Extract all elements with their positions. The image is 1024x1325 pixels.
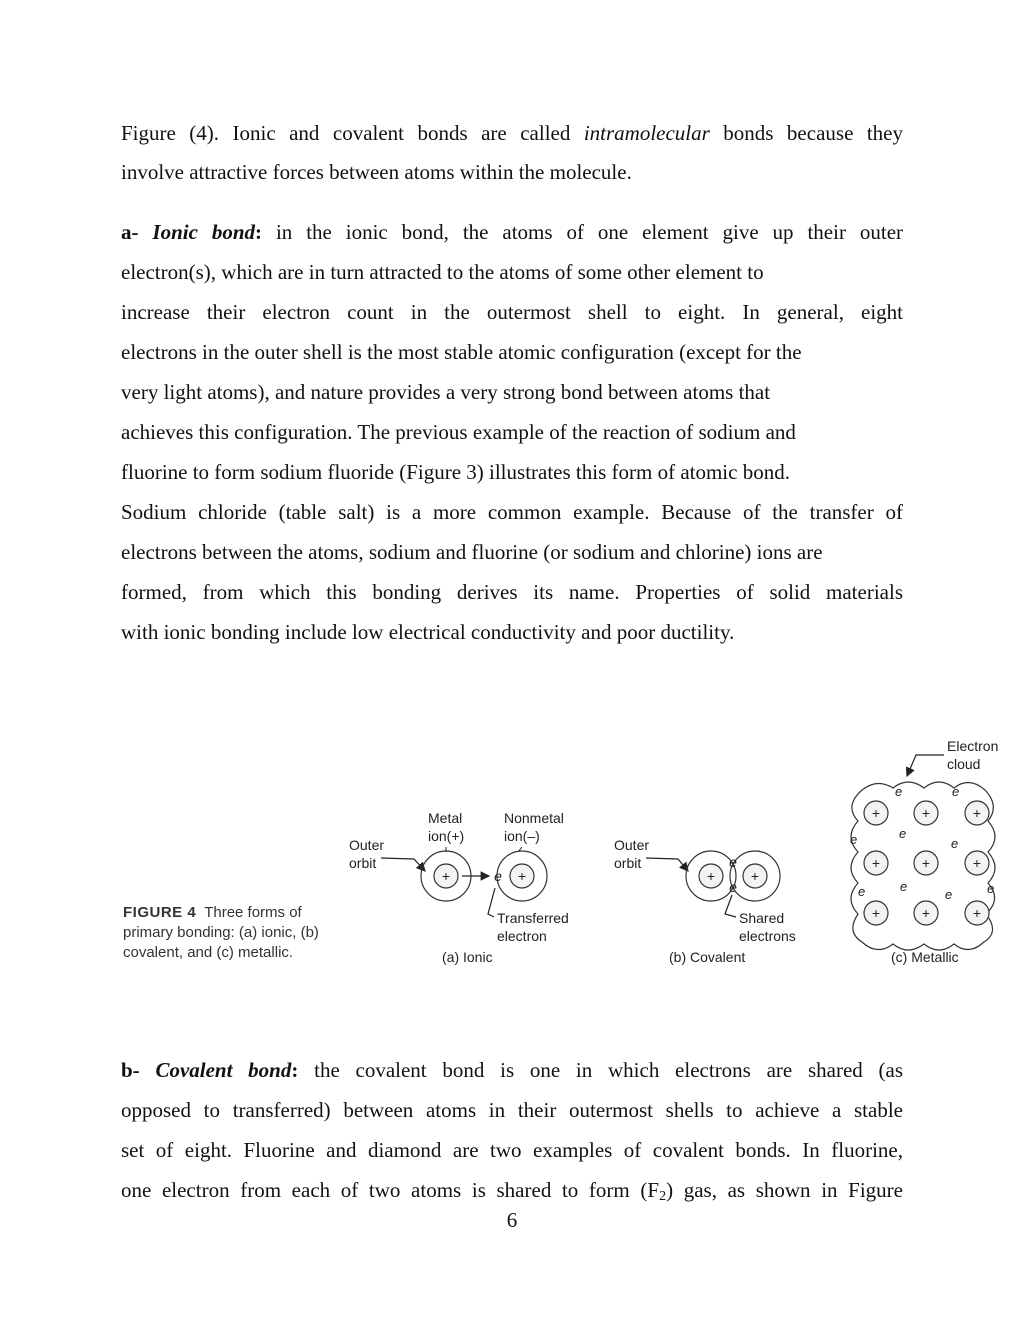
intro-text-2: bonds because they bbox=[723, 121, 904, 145]
metal-ion-plus: + bbox=[871, 905, 881, 921]
shared-label: Shared bbox=[739, 910, 785, 926]
ionic-diagram bbox=[349, 810, 569, 965]
shared-electron-top: e bbox=[729, 854, 737, 870]
ionic-line-10: formed, from which this bonding derives its name. Properties of solid materials bbox=[121, 580, 903, 604]
free-electron: e bbox=[858, 884, 866, 899]
intro-line-1 bbox=[121, 114, 903, 153]
covalent-orbit-label: orbit bbox=[614, 855, 642, 871]
nonmetal-label: Nonmetal bbox=[504, 810, 564, 826]
nonmetal-ion-label: ion(–) bbox=[504, 828, 540, 844]
figure-caption bbox=[123, 903, 348, 963]
metal-ion-label: ion(+) bbox=[428, 828, 465, 844]
ionic-line-8: Sodium chloride (table salt) is a more common example. Because of the transfer of bbox=[121, 500, 903, 524]
free-electron: e bbox=[895, 784, 903, 799]
transferred-label: Transferred bbox=[497, 910, 569, 926]
ionic-line-9: electrons between the atoms, sodium and fluorine (or sodium and chlorine) ions are bbox=[121, 540, 823, 564]
metal-plus: + bbox=[441, 868, 451, 884]
free-electron: e bbox=[899, 826, 907, 841]
metallic-sublabel: (c) Metallic bbox=[891, 949, 959, 965]
figure-caption-label: FIGURE 4 bbox=[123, 904, 197, 921]
free-electron: e bbox=[987, 881, 995, 896]
electron-cloud-label: Electron bbox=[947, 738, 999, 754]
nonmetal-plus: + bbox=[517, 868, 527, 884]
metal-ion-plus: + bbox=[921, 805, 931, 821]
covalent-orbit-arrow bbox=[646, 858, 688, 871]
ionic-sublabel: (a) Ionic bbox=[442, 949, 493, 965]
metal-ion-plus: + bbox=[871, 855, 881, 871]
covalent-bond-paragraph bbox=[121, 1050, 903, 1217]
covalent-text: the covalent bond is one in which electrons are shared (as bbox=[314, 1058, 904, 1082]
ionic-orbit-arrow bbox=[381, 858, 425, 871]
covalent-colon: : bbox=[291, 1058, 299, 1082]
intro-text: Figure (4). Ionic and covalent bonds are called bbox=[121, 121, 571, 145]
ionic-line-2: electron(s), which are in turn attracted to the atoms of some other element to bbox=[121, 260, 764, 284]
electron-cloud-label-2: cloud bbox=[947, 756, 981, 772]
metal-ion-plus: + bbox=[921, 855, 931, 871]
covalent-label: b- bbox=[121, 1058, 140, 1082]
ionic-bond-paragraph bbox=[121, 212, 903, 652]
metallic-diagram bbox=[850, 738, 998, 965]
covalent-line-3: set of eight. Fluorine and diamond are two examples of covalent bonds. In fluorine, bbox=[121, 1138, 903, 1162]
electron-cloud-arrow bbox=[907, 755, 944, 776]
intramolecular-term: intramolecular bbox=[583, 121, 710, 145]
page-number: 6 bbox=[506, 1208, 518, 1232]
ionic-colon: : bbox=[255, 220, 263, 244]
free-electron: e bbox=[850, 832, 858, 847]
covalent-last-pre: one electron from each of two atoms is shared to form (F bbox=[121, 1178, 660, 1202]
ionic-line-3: increase their electron count in the outermost shell to eight. In general, eight bbox=[121, 300, 903, 324]
ionic-bond-term: Ionic bond bbox=[152, 220, 256, 244]
ionic-line-1 bbox=[121, 212, 903, 252]
metal-label: Metal bbox=[428, 810, 463, 826]
metal-ion-plus: + bbox=[972, 805, 982, 821]
metal-ion-grid bbox=[864, 801, 989, 925]
covalent-right-plus: + bbox=[750, 868, 760, 884]
ionic-outer-label: Outer bbox=[349, 837, 385, 853]
covalent-bond-term: Covalent bond bbox=[155, 1058, 292, 1082]
covalent-left-plus: + bbox=[706, 868, 716, 884]
shared-electron-bottom: e bbox=[729, 879, 737, 895]
metal-ion-plus: + bbox=[972, 905, 982, 921]
metal-ion-plus: + bbox=[921, 905, 931, 921]
covalent-last-post: ) gas, as shown in Figure bbox=[666, 1178, 903, 1202]
intro-paragraph bbox=[121, 114, 903, 192]
shared-leader bbox=[725, 895, 736, 917]
free-electron: e bbox=[951, 836, 959, 851]
ionic-line-11: with ionic bonding include low electrical conductivity and poor ductility. bbox=[121, 620, 735, 644]
ionic-line-7: fluorine to form sodium fluoride (Figure 3) illustrates this form of atomic bond. bbox=[121, 460, 790, 484]
intro-line-2: involve attractive forces between atoms within the molecule. bbox=[121, 160, 632, 184]
covalent-sublabel: (b) Covalent bbox=[669, 949, 746, 965]
ionic-line-4: electrons in the outer shell is the most stable atomic configuration (except for the bbox=[121, 340, 802, 364]
figure-caption-text: Three forms of primary bonding: (a) ionic, (b) covalent, and (c) metallic. bbox=[123, 904, 319, 961]
figure-4 bbox=[118, 728, 1008, 978]
ionic-line-6: achieves this configuration. The previous example of the reaction of sodium and bbox=[121, 420, 796, 444]
covalent-diagram bbox=[614, 837, 796, 965]
metal-ion-plus: + bbox=[871, 805, 881, 821]
transferred-leader bbox=[488, 888, 495, 917]
transferred-electron-symbol: e bbox=[494, 868, 502, 884]
free-electron: e bbox=[900, 879, 908, 894]
free-electron: e bbox=[952, 784, 960, 799]
ionic-label: a- bbox=[121, 220, 139, 244]
ionic-text: in the ionic bond, the atoms of one element give up their outer bbox=[275, 220, 904, 244]
ionic-line-5: very light atoms), and nature provides a very strong bond between atoms that bbox=[121, 380, 771, 404]
covalent-line-1 bbox=[121, 1050, 903, 1090]
covalent-outer-label: Outer bbox=[614, 837, 650, 853]
ionic-orbit-label: orbit bbox=[349, 855, 377, 871]
f2-subscript: 2 bbox=[659, 1189, 667, 1204]
covalent-line-2: opposed to transferred) between atoms in their outermost shells to achieve a stable bbox=[121, 1098, 903, 1122]
transferred-electron-label: electron bbox=[497, 928, 547, 944]
shared-electrons-label: electrons bbox=[739, 928, 796, 944]
free-electron: e bbox=[945, 887, 953, 902]
metal-ion-plus: + bbox=[972, 855, 982, 871]
